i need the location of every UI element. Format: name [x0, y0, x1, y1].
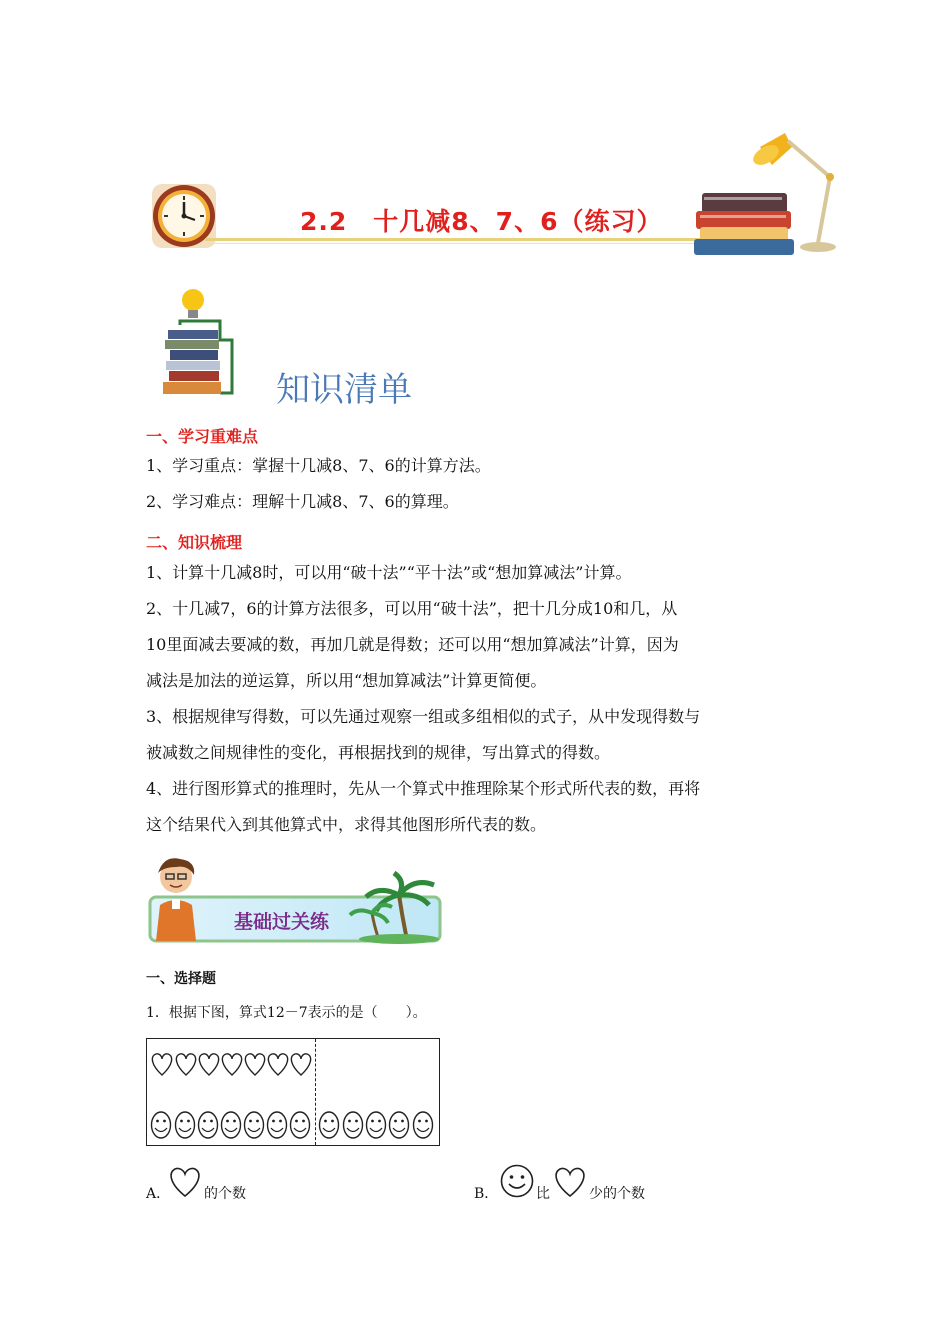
question-1-figure [146, 1038, 440, 1146]
section1-item: 1、学习重点：掌握十几减8、7、6的计算方法。 [146, 456, 491, 475]
option-a-letter[interactable]: A． [146, 1186, 171, 1202]
section2-title: 二、知识梳理 [146, 533, 243, 552]
practice-banner-title: 基础过关练 [234, 911, 330, 933]
title-underline [205, 238, 725, 241]
option-a-text: 的个数 [204, 1186, 246, 1202]
section2-line: 10里面减去要减的数，再加几就是得数；还可以用“想加算减法”计算，因为 [146, 635, 679, 654]
section1-item: 2、学习难点：理解十几减8、7、6的算理。 [146, 492, 459, 511]
section2-line: 3、根据规律写得数，可以先通过观察一组或多组相似的式子，从中发现得数与 [146, 707, 701, 726]
section2-line: 减法是加法的逆运算，所以用“想加算减法”计算更简便。 [146, 671, 547, 690]
section2-line: 这个结果代入到其他算式中，求得其他图形所代表的数。 [146, 815, 547, 834]
title-underline-thin [205, 243, 705, 244]
section1-list [146, 448, 811, 520]
option-b-mid: 比 [536, 1186, 550, 1202]
knowledge-banner-title: 知识清单 [276, 370, 412, 410]
books-lamp-icon [690, 125, 845, 260]
heart-icon [152, 1054, 310, 1075]
smiley-icon [500, 1164, 534, 1198]
question-1: 1．根据下图，算式12－7表示的是（ ）。 [146, 1005, 427, 1021]
option-b-end: 少的个数 [589, 1186, 645, 1202]
smiley-icon [152, 1112, 433, 1138]
practice-banner [144, 855, 449, 947]
section2-line: 1、计算十几减8时，可以用“破十法”“平十法”或“想加算减法”计算。 [146, 563, 632, 582]
section2-line: 2、十几减7，6的计算方法很多，可以用“破十法”，把十几分成10和几，从 [146, 599, 678, 618]
page-title: 2.2 十几减8、7、6（练习） [300, 207, 663, 236]
books-lightbulb-icon [160, 285, 245, 400]
heart-icon [553, 1166, 587, 1198]
section2-text [146, 555, 811, 843]
section2-line: 4、进行图形算式的推理时，先从一个算式中推理除某个形式所代表的数，再将 [146, 779, 701, 798]
section2-line: 被减数之间规律性的变化，再根据找到的规律，写出算式的得数。 [146, 743, 611, 762]
choice-section-title: 一、选择题 [146, 971, 216, 987]
section1-title: 一、学习重难点 [146, 427, 259, 446]
heart-icon [168, 1166, 202, 1198]
option-b-letter[interactable]: B． [474, 1186, 499, 1202]
